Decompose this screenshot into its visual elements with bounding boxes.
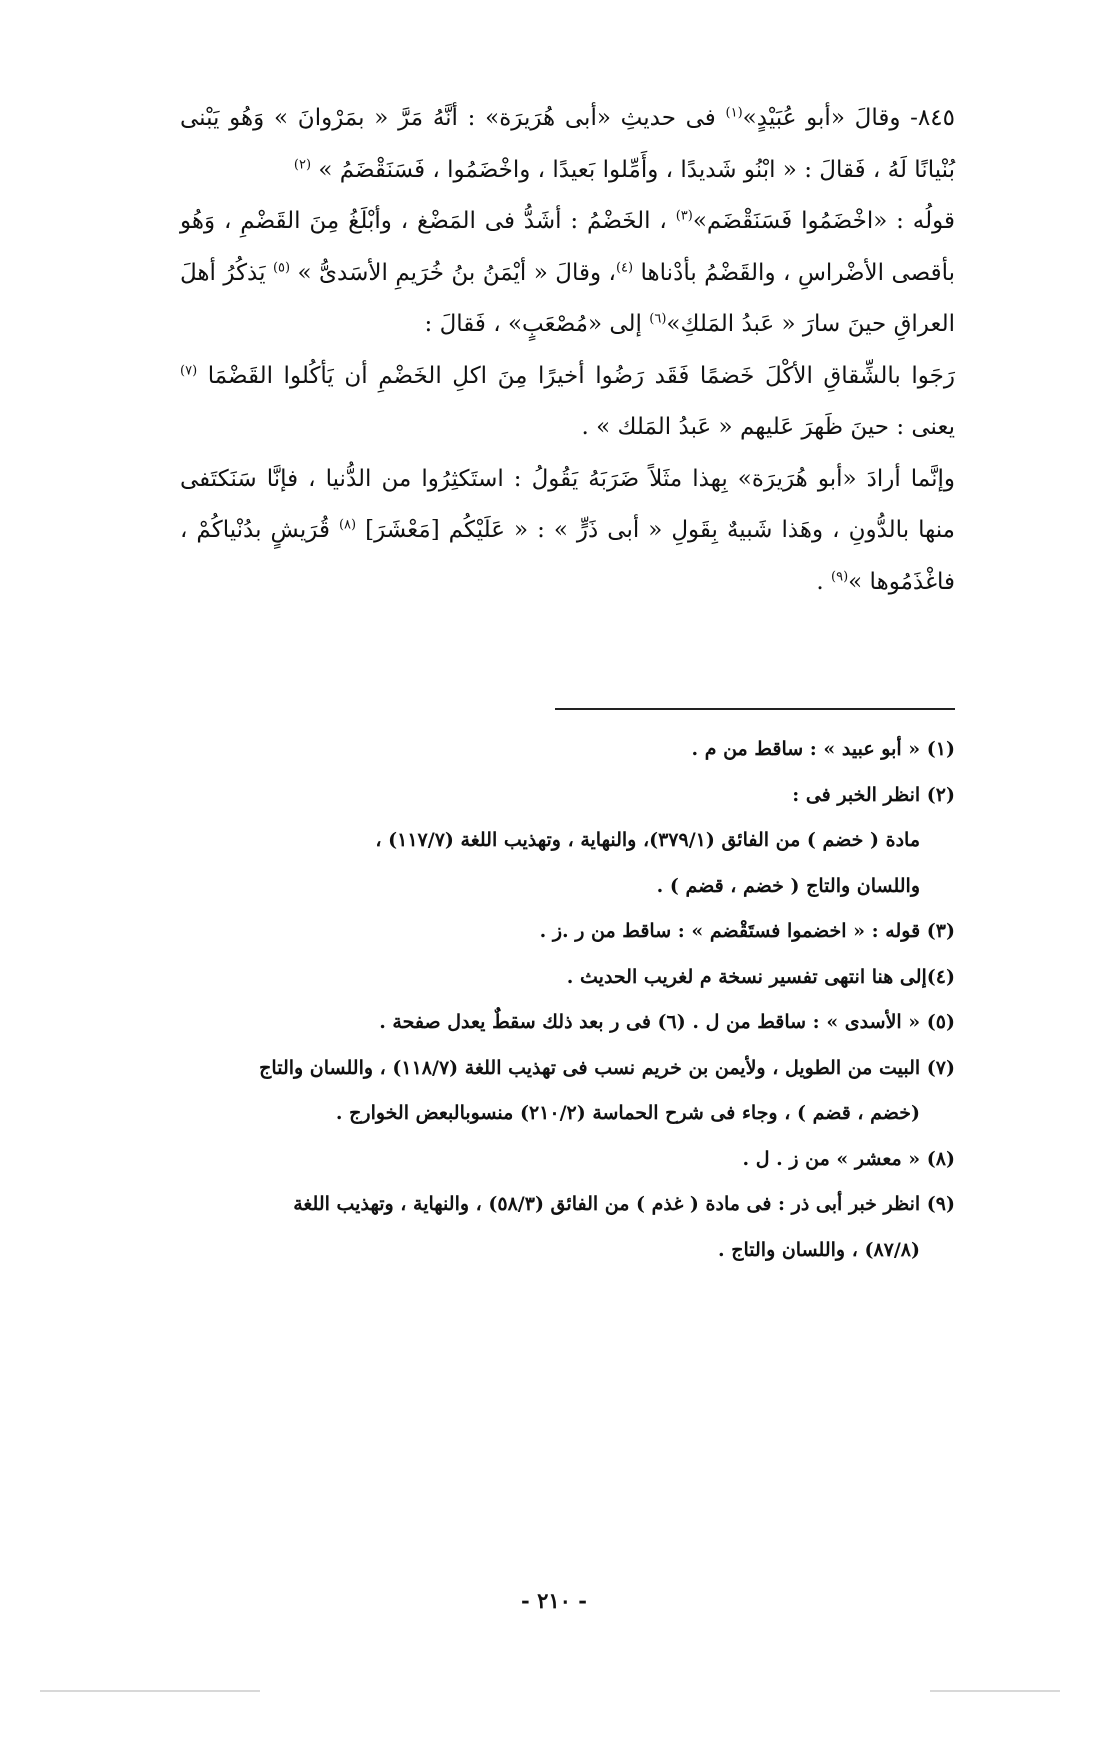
footnotes: [180, 727, 955, 1273]
text-segment: قُرَيشٍ بدُنْياكُمْ ، فاغْذَمُوها »: [180, 517, 955, 595]
verse-text: رَجَوا بالشِّقاقِ الأكْلَ خَضمًا فَقَد رَضُوا أخيرًا مِنَ اكلِ الخَضْمِ أن يَأكُلوا القَضْمَا: [197, 362, 955, 389]
footnote-ref: (٦): [649, 311, 667, 327]
footnote-continuation: واللسان والتاج ( خضم ، قضم ) .: [656, 874, 920, 897]
footnote: (٨) « معشر » من ز . ل .: [742, 1147, 955, 1170]
commentary-paragraph: [180, 196, 955, 351]
footnote: (١) « أبو عبيد » : ساقط من م .: [691, 738, 955, 760]
closing-paragraph: [180, 454, 955, 609]
footnote-continuation: (خضم ، قضم ) ، وجاء فى شرح الحماسة (٢١٠/٢) منسوبالبعض الخوارج .: [335, 1102, 920, 1124]
footnote: (٢) انظر الخبر فى :: [792, 783, 955, 806]
footnote: (٩) انظر خبر أبى ذر : فى مادة ( غذم ) من الفائق (٥٨/٣) ، والنهاية ، وتهذيب اللغة: [293, 1193, 955, 1215]
explanation-line: يعنى : حينَ ظَهرَ عَليهم « عَبدُ المَلك » .: [581, 414, 955, 440]
text-segment: ٨٤٥- وقالَ «أبو عُبَيْدٍ»: [742, 105, 955, 131]
footnote-ref: (٣): [675, 208, 693, 224]
footnote-continuation: مادة ( خضم ) من الفائق (٣٧٩/١)، والنهاية ، وتهذيب اللغة (١١٧/٧) ،: [375, 829, 920, 851]
footnote-ref: (٨): [338, 517, 357, 533]
poetry-verse: [180, 351, 955, 403]
footnote-ref: (٧): [180, 362, 198, 378]
footnote: (٥) « الأسدى » : ساقط من ل . (٦) فى ر بعد ذلك سقطٌ يعدل صفحة .: [379, 1011, 955, 1033]
page-number-text: - ٢١٠ -: [521, 1588, 587, 1613]
footnote-separator: [555, 708, 955, 710]
footnote-ref: (٩): [831, 568, 849, 584]
footnote: (٧) البيت من الطويل ، ولأيمن بن خريم نسب فى تهذيب اللغة (١١٨/٧) ، واللسان والتاج: [259, 1056, 955, 1079]
text-segment: قولُه : «اخْضَمُوا فَسَنَقْضَم»: [692, 208, 955, 234]
footnote: (٣) قوله : « اخضموا فستَقْضم » : ساقط من ر .ز .: [539, 920, 955, 942]
entry-paragraph: [180, 93, 955, 196]
text-segment: ، وقالَ « أيْمَنُ بنُ خُرَيمِ الأسَدىُّ »: [290, 259, 616, 286]
footnote-ref: (١): [725, 105, 743, 121]
text-segment: .: [816, 568, 832, 595]
scan-artifact: [930, 1690, 1060, 1692]
text-segment: يَذكُرُ أهلَ العراقِ حينَ سارَ « عَبدُ المَلكِ»: [180, 259, 955, 337]
scan-artifact: [40, 1690, 260, 1692]
footnote: (٤)إلى هنا انتهى تفسير نسخة م لغريب الحديث .: [566, 965, 955, 988]
text-segment: وإنَّما أرادَ «أبو هُرَيرَة» بِهذا مثَلاً ضَرَبَهُ يَقُولُ : استَكثِرُوا من الدُّنيا ، فإنَّا سَنَكتَفى منها بالدُّونِ ، وهَذا شَبيهٌ بِقَولِ « أبى ذَرٍّ » : « عَلَيْكُم [مَعْشَرَ]: [180, 465, 955, 543]
footnote-ref: (٥): [272, 259, 291, 275]
text-segment: فى حديثِ «أبى هُرَيرَة» : أنَّهُ مَرَّ « بمَرْوانَ » وَهُو يَبْنى بُنْيانًا لَهُ ، فَقالَ : « ابْنُو شَديدًا ، وأَمِّلوا بَعيدًا ، واخْضَمُوا ، فَسَنَقْضَمُ »: [180, 105, 955, 183]
text-segment: ، الخَضْمُ : أشَدُّ فى المَضْغ ، وأبْلَغُ مِنَ القَضْمِ ، وَهُو بأقصى الأضْراسِ ، والقَضْمُ بأدْناها: [180, 208, 956, 286]
main-text: [180, 93, 955, 608]
text-segment: إلى «مُصْعَبٍ» ، فَقالَ :: [424, 311, 650, 337]
footnote-continuation: (٨٧/٨) ، واللسان والتاج .: [717, 1238, 920, 1261]
page-number: [0, 1588, 1102, 1613]
footnote-ref: (٢): [293, 156, 312, 172]
footnote-ref: (٤): [615, 259, 634, 275]
